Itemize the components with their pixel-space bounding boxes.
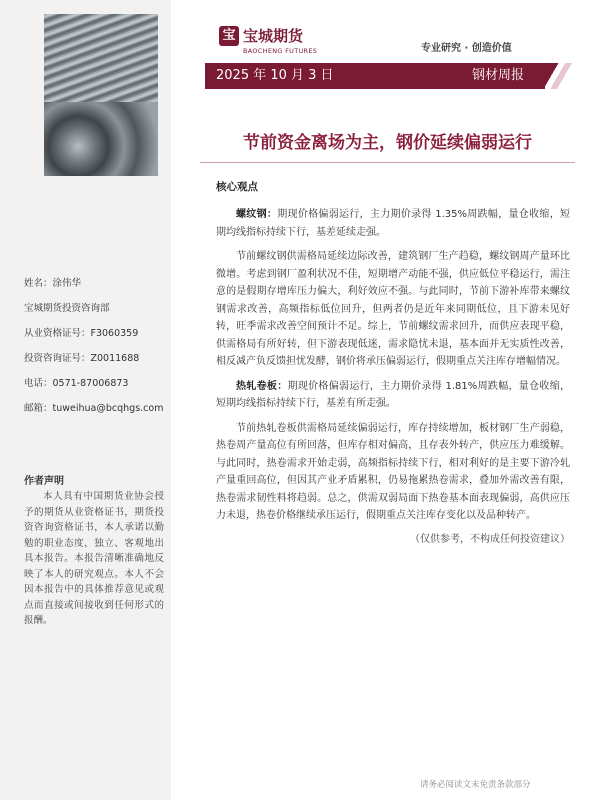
hrc-detail-paragraph: 节前热轧卷板供需格局延续偏弱运行，库存持续增加，板材钢厂生产弱稳，热卷周产量高位有所回落，但库存相对偏高，且存表外转产，供应压力难缓解。与此同时，热卷需求开始走弱，高频指标持续下行，相对利好的是主要下游冷轧产量重回高位，但因其产业矛盾累积，仍易拖累热卷需求，叠加外需改善有限，热卷需求韧性料将趋弱。总之，供需双弱局面下热卷基本面表现偏弱，高供应压力未退，热卷价格继续承压运行，假期重点关注库存变化以及品种转产。 — [216, 422, 570, 521]
rebar-detail-paragraph: 节前螺纹钢供需格局延续边际改善，建筑钢厂生产趋稳，螺纹钢周产量环比微增。考虑到钢厂盈利状况不佳，短期增产动能不强，供应低位平稳运行，需注意的是假期存增库压力偏大，利好效应不强。与此同时，节前下游补库带来螺纹钢需求改善，高频指标低位回升，但两者仍是近年来同期低位，且下游未见好转，旺季需求改善空间预计不足。综上，节前螺纹需求回升，而供应表现平稳，供需格局有所好转，但下游表现低迷，需求隐忧未退，基本面并无实质性改善，相反减产负反馈担忧发酵，钢价将承压偏弱运行，假期重点关注库存增幅情况。 — [216, 251, 570, 367]
company-logo — [219, 26, 319, 60]
title-divider — [200, 162, 575, 163]
declaration-title: 作者声明 — [24, 476, 64, 487]
footer-note: 请务必阅读文末免责条款部分 — [420, 780, 531, 790]
rebar-lead: 螺纹钢： — [236, 209, 278, 220]
logo-mark: 宝 — [219, 26, 239, 46]
logo-name-en: BAOCHENG FUTURES — [243, 47, 318, 55]
hrc-lead: 热轧卷板： — [236, 380, 288, 392]
report-type: 钢材周报 — [472, 68, 525, 83]
report-date: 2025 年 10 月 3 日 — [216, 68, 334, 83]
company-slogan: 专业研究 · 创造价值 — [421, 43, 512, 54]
logo-name-cn: 宝城期货 — [243, 27, 304, 45]
banner-decoration — [545, 63, 575, 89]
author-info — [24, 278, 164, 428]
section-title: 核心观点 — [216, 181, 258, 193]
author-phone: 电话：0571-87006873 — [24, 378, 129, 389]
rebar-bundle-image — [44, 14, 158, 102]
steel-products-photo — [44, 14, 158, 176]
hrc-summary: 期现价格偏弱运行，主力期价录得 1.81%周跌幅，量仓收缩，短期均线指标持续下行，基差有所走强。 — [216, 380, 571, 409]
author-email: 邮箱：tuweihua@bcqhgs.com — [24, 403, 164, 414]
rebar-summary-paragraph — [216, 206, 570, 241]
rebar-summary: 期现价格偏弱运行，主力期价录得 1.35%周跌幅，量仓收缩，短期均线指标持续下行，基差延续走强。 — [216, 209, 571, 238]
steel-coils-image — [44, 102, 158, 176]
hrc-summary-paragraph — [216, 378, 570, 413]
report-title: 节前资金离场为主，钢价延续偏弱运行 — [243, 133, 532, 153]
main-content — [216, 178, 570, 548]
author-consulting-cert: 投资咨询证号：Z0011688 — [24, 353, 140, 364]
author-name: 姓名：涂伟华 — [24, 278, 82, 289]
author-company: 宝城期货投资咨询部 — [24, 303, 110, 314]
declaration-text: 本人具有中国期货业协会授予的期货从业资格证书，期货投资咨询资格证书，本人承诺以勤勉的职业态度，独立、客观地出具本报告。本报告清晰准确地反映了本人的研究观点。本人不会因本报告中的具体推荐意见或观点而直接或间接收到任何形式的报酬。 — [24, 491, 164, 626]
disclaimer: （仅供参考，不构成任何投资建议） — [410, 533, 570, 545]
author-qualification: 从业资格证号：F3060359 — [24, 328, 139, 339]
